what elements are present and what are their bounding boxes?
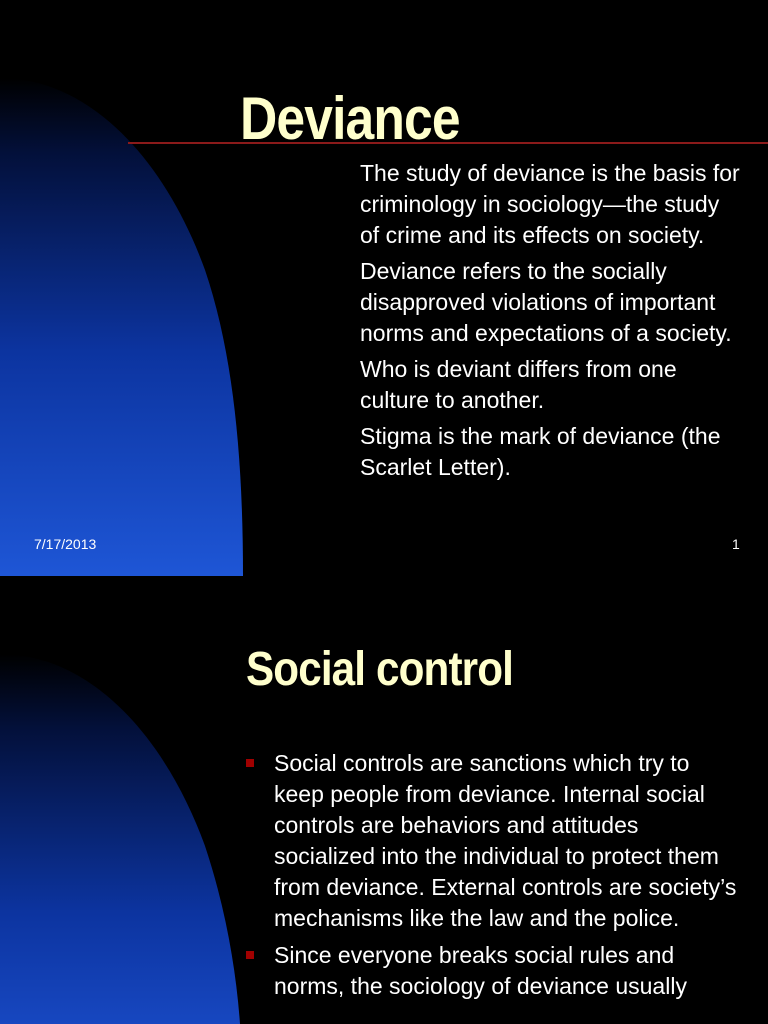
square-bullet-icon <box>246 951 254 959</box>
bullet-text: Social controls are sanctions which try to keep people from deviance. Internal social controls are behaviors and attitudes socialized into the individual to protect them from deviance. External controls are society’s mechanisms like the law and the police. <box>274 750 737 931</box>
paragraph: Who is deviant differs from one culture to another. <box>360 356 677 413</box>
paragraph: The study of deviance is the basis for criminology in sociology—the study of crime and its effects on society. <box>360 160 740 248</box>
bullet-list <box>244 748 744 1008</box>
footer-date: 7/17/2013 <box>34 536 97 552</box>
slide-title: Social control <box>246 648 513 696</box>
bullet-item <box>244 940 744 1002</box>
paragraph: Stigma is the mark of deviance (the Scarlet Letter). <box>360 423 721 480</box>
bullet-text: Since everyone breaks social rules and norms, the sociology of deviance usually <box>274 942 687 999</box>
paragraph-list <box>360 158 740 488</box>
bullet-item <box>244 748 744 934</box>
square-bullet-icon <box>246 759 254 767</box>
slide-title: Deviance <box>240 85 460 152</box>
paragraph: Deviance refers to the socially disapproved violations of important norms and expectations of a society. <box>360 258 732 346</box>
slide-number: 1 <box>732 536 740 552</box>
slide-gap <box>0 576 768 648</box>
slide-social-control <box>0 648 768 1024</box>
